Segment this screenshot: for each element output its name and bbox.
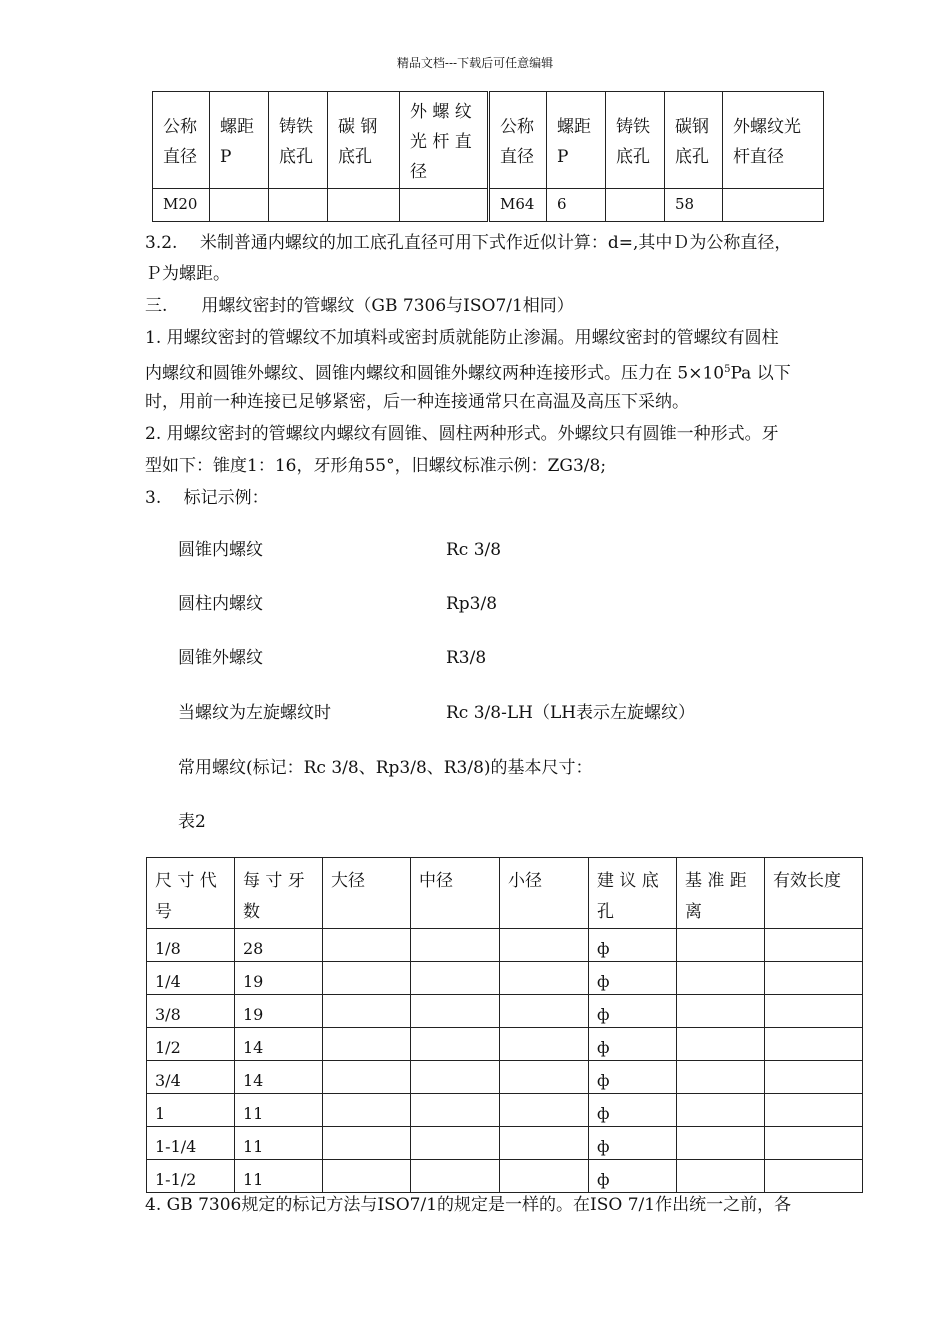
table-body: [147, 929, 863, 1193]
paragraph-2-line1: 2. 用螺纹密封的管螺纹内螺纹有圆锥、圆柱两种形式。外螺纹只有圆锥一种形式。牙: [145, 424, 779, 444]
table-cell: [323, 1094, 411, 1127]
table-cell: [323, 1061, 411, 1094]
example-label: 圆锥外螺纹: [178, 648, 263, 668]
table-cell: [269, 189, 328, 222]
table-cell: [677, 1160, 765, 1193]
example-label: 圆锥内螺纹: [178, 540, 263, 560]
table-cell: 28: [235, 929, 323, 962]
paragraph-3-heading: 3. 标记示例：: [145, 488, 269, 508]
table-cell: 1/2: [147, 1028, 235, 1061]
table-cell: 1-1/2: [147, 1160, 235, 1193]
table-cell: 14: [235, 1028, 323, 1061]
table-row: [147, 1094, 863, 1127]
table-cell: [765, 929, 863, 962]
table-cell: [677, 1127, 765, 1160]
paragraph-1-line3: 时，用前一种连接已足够紧密，后一种连接通常只在高温及高压下采纳。: [145, 392, 689, 412]
table-cell: 11: [235, 1127, 323, 1160]
table-header-row: [153, 92, 824, 189]
table-cell: [500, 962, 589, 995]
table-cell: [500, 995, 589, 1028]
table-cell: M64: [489, 189, 547, 222]
table-cell: [500, 1094, 589, 1127]
table-cell: [400, 189, 489, 222]
table-cell: [411, 929, 500, 962]
table-cell: [765, 1160, 863, 1193]
table-cell: [765, 995, 863, 1028]
table-cell: [765, 1094, 863, 1127]
table-cell: 6: [547, 189, 606, 222]
table-row: [147, 1160, 863, 1193]
paragraph-1-line1: 1. 用螺纹密封的管螺纹不加填料或密封质就能防止渗漏。用螺纹密封的管螺纹有圆柱: [145, 328, 779, 348]
table-cell: 14: [235, 1061, 323, 1094]
table-cell: [500, 1160, 589, 1193]
table-cell: [765, 962, 863, 995]
header-cell: 中径: [411, 858, 500, 929]
header-cell: 外螺纹光 杆直径: [723, 92, 824, 189]
table-row: [153, 189, 824, 222]
header-cell: 建 议 底 孔: [589, 858, 677, 929]
table-cell: [677, 1094, 765, 1127]
header-cell: 碳钢 底孔: [665, 92, 723, 189]
table-cell: [323, 1127, 411, 1160]
table-cell: [328, 189, 400, 222]
table-cell: 3/4: [147, 1061, 235, 1094]
header-cell: 螺距 P: [210, 92, 269, 189]
table-cell: [500, 1127, 589, 1160]
table-cell: 58: [665, 189, 723, 222]
table-cell: ф: [589, 1160, 677, 1193]
table-cell: [411, 1094, 500, 1127]
table-cell: [411, 1160, 500, 1193]
table-cell: [765, 1061, 863, 1094]
table-cell: ф: [589, 929, 677, 962]
header-cell: 碳 钢 底孔: [328, 92, 400, 189]
table-cell: [606, 189, 665, 222]
table-cell: [677, 1061, 765, 1094]
table-cell: [677, 962, 765, 995]
paragraph-3-2-line2: Ｐ为螺距。: [145, 264, 230, 284]
header-cell: 有效长度: [765, 858, 863, 929]
header-cell: 铸铁 底孔: [606, 92, 665, 189]
table-cell: [765, 1028, 863, 1061]
thread-table-1: [152, 91, 824, 222]
table-cell: ф: [589, 1094, 677, 1127]
table-cell: 11: [235, 1160, 323, 1193]
table-cell: ф: [589, 1028, 677, 1061]
header-cell: 公称 直径: [489, 92, 547, 189]
table-cell: 1/4: [147, 962, 235, 995]
table-cell: [411, 1127, 500, 1160]
table-cell: [411, 995, 500, 1028]
header-cell: 小径: [500, 858, 589, 929]
table-cell: ф: [589, 1061, 677, 1094]
table-cell: [677, 929, 765, 962]
table-cell: [677, 995, 765, 1028]
table-row: [147, 995, 863, 1028]
paragraph-1-line2: 内螺纹和圆锥外螺纹、圆锥内螺纹和圆锥外螺纹两种连接形式。压力在 $5\times 10^5Pa$ 以下: [145, 363, 791, 384]
table-cell: 1-1/4: [147, 1127, 235, 1160]
table-cell: ф: [589, 1127, 677, 1160]
header-cell: 每 寸 牙 数: [235, 858, 323, 929]
table-cell: 3/8: [147, 995, 235, 1028]
table-cell: [210, 189, 269, 222]
header-cell: 基 准 距 离: [677, 858, 765, 929]
header-cell: 铸铁 底孔: [269, 92, 328, 189]
header-cell: 大径: [323, 858, 411, 929]
paragraph-4: 4. GB 7306规定的标记方法与ISO7/1的规定是一样的。在ISO 7/1作出统一之前，各: [145, 1195, 792, 1215]
table-cell: [323, 995, 411, 1028]
table-row: [147, 1028, 863, 1061]
paragraph-3-2-line1: 3.2. 米制普通内螺纹的加工底孔直径可用下式作近似计算：d=,其中Ｄ为公称直径，: [145, 233, 792, 253]
example-label: 圆柱内螺纹: [178, 594, 263, 614]
header-cell: 尺 寸 代 号: [147, 858, 235, 929]
example-label: 当螺纹为左旋螺纹时: [178, 703, 331, 723]
pipe-thread-table: [146, 857, 863, 1193]
example-value: Rc 3/8-LH（LH表示左旋螺纹）: [446, 703, 696, 723]
table-row: [147, 929, 863, 962]
table-cell: [765, 1127, 863, 1160]
table-row: [147, 1127, 863, 1160]
table-cell: ф: [589, 995, 677, 1028]
table-cell: 11: [235, 1094, 323, 1127]
table-cell: [677, 1028, 765, 1061]
table-cell: [500, 1028, 589, 1061]
table-cell: [500, 1061, 589, 1094]
paragraph-2-line2: 型如下：锥度1：16，牙形角55°，旧螺纹标准示例：ZG3/8;: [145, 456, 607, 476]
table-cell: 1: [147, 1094, 235, 1127]
section-3-heading: 三. 用螺纹密封的管螺纹（GB 7306与ISO7/1相同）: [145, 296, 574, 316]
table-cell: [411, 1061, 500, 1094]
table-header-row: [147, 858, 863, 929]
example-value: R3/8: [446, 648, 487, 668]
header-cell: 外 螺 纹 光 杆 直 径: [400, 92, 489, 189]
example-value: Rp3/8: [446, 594, 498, 614]
table-cell: ф: [589, 962, 677, 995]
table-cell: [500, 929, 589, 962]
table-cell: [323, 1028, 411, 1061]
common-thread-text: 常用螺纹(标记：Rc 3/8、Rp3/8、R3/8)的基本尺寸：: [178, 758, 593, 778]
table-cell: [411, 962, 500, 995]
table-cell: [723, 189, 824, 222]
table-cell: 19: [235, 962, 323, 995]
table-row: [147, 962, 863, 995]
table-cell: 19: [235, 995, 323, 1028]
table-cell: 1/8: [147, 929, 235, 962]
table-cell: M20: [153, 189, 210, 222]
header-cell: 公称 直径: [153, 92, 210, 189]
table-2-caption: 表2: [178, 812, 206, 832]
table-row: [147, 1061, 863, 1094]
table-cell: [323, 1160, 411, 1193]
header-cell: 螺距 P: [547, 92, 606, 189]
page-header: 精品文档---下载后可任意编辑: [396, 56, 554, 70]
table-cell: [323, 962, 411, 995]
table-cell: [323, 929, 411, 962]
example-value: Rc 3/8: [446, 540, 502, 560]
table-cell: [411, 1028, 500, 1061]
